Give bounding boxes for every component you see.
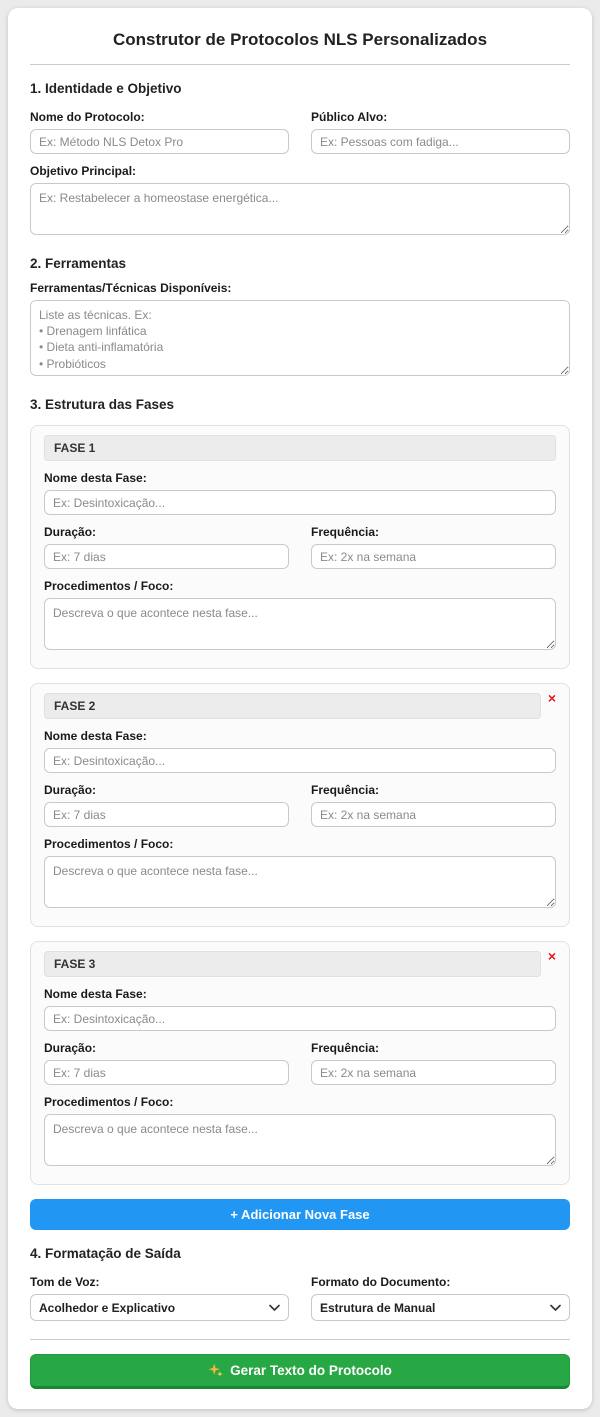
tools-label: Ferramentas/Técnicas Disponíveis:	[30, 281, 232, 295]
phase-3-procedures-textarea[interactable]	[44, 1114, 556, 1166]
phase-frequency-label: Frequência:	[311, 783, 380, 797]
phase-2-title: FASE 2	[44, 693, 541, 719]
phase-1-procedures-textarea[interactable]	[44, 598, 556, 650]
objective-textarea[interactable]	[30, 183, 570, 235]
phase-2-remove-button[interactable]: ×	[541, 691, 556, 705]
phase-1-frequency-input[interactable]	[311, 544, 556, 569]
phase-duration-label: Duração:	[44, 783, 97, 797]
phase-3-title: FASE 3	[44, 951, 541, 977]
phase-3-duration-input[interactable]	[44, 1060, 289, 1085]
protocol-name-input[interactable]	[30, 129, 289, 154]
protocol-builder-card	[8, 8, 592, 1409]
format-select[interactable]	[311, 1294, 570, 1321]
phase-2-duration-input[interactable]	[44, 802, 289, 827]
phase-card-3	[30, 941, 570, 1185]
phase-name-label: Nome desta Fase:	[44, 729, 147, 743]
protocol-name-label: Nome do Protocolo:	[30, 110, 145, 124]
generate-protocol-label: Gerar Texto do Protocolo	[230, 1363, 392, 1378]
phase-3-name-input[interactable]	[44, 1006, 556, 1031]
phase-name-label: Nome desta Fase:	[44, 987, 147, 1001]
tools-textarea[interactable]	[30, 300, 570, 376]
divider	[30, 1339, 570, 1340]
section-heading-tools: 2. Ferramentas	[30, 256, 127, 271]
format-label: Formato do Documento:	[311, 1275, 451, 1289]
phase-2-procedures-textarea[interactable]	[44, 856, 556, 908]
phase-1-name-input[interactable]	[44, 490, 556, 515]
phase-procedures-label: Procedimentos / Foco:	[44, 837, 174, 851]
phase-card-1	[30, 425, 570, 669]
phase-procedures-label: Procedimentos / Foco:	[44, 1095, 174, 1109]
tone-select[interactable]	[30, 1294, 289, 1321]
audience-input[interactable]	[311, 129, 570, 154]
phase-3-remove-button[interactable]: ×	[541, 949, 556, 963]
section-heading-phases: 3. Estrutura das Fases	[30, 397, 175, 412]
section-heading-identity: 1. Identidade e Objetivo	[30, 81, 182, 96]
audience-label: Público Alvo:	[311, 110, 388, 124]
phase-name-label: Nome desta Fase:	[44, 471, 147, 485]
generate-protocol-button[interactable]	[30, 1354, 570, 1389]
divider	[30, 64, 570, 65]
phase-frequency-label: Frequência:	[311, 1041, 380, 1055]
phase-duration-label: Duração:	[44, 525, 97, 539]
page-title: Construtor de Protocolos NLS Personalizados	[112, 30, 488, 49]
phase-3-frequency-input[interactable]	[311, 1060, 556, 1085]
phase-frequency-label: Frequência:	[311, 525, 380, 539]
phase-1-duration-input[interactable]	[44, 544, 289, 569]
section-heading-output: 4. Formatação de Saída	[30, 1246, 181, 1261]
sparkles-icon	[208, 1363, 223, 1378]
phase-duration-label: Duração:	[44, 1041, 97, 1055]
objective-label: Objetivo Principal:	[30, 164, 137, 178]
phase-card-2	[30, 683, 570, 927]
add-phase-button[interactable]: + Adicionar Nova Fase	[30, 1199, 570, 1230]
phase-2-frequency-input[interactable]	[311, 802, 556, 827]
phase-1-title: FASE 1	[44, 435, 556, 461]
phase-procedures-label: Procedimentos / Foco:	[44, 579, 174, 593]
tone-label: Tom de Voz:	[30, 1275, 100, 1289]
phase-2-name-input[interactable]	[44, 748, 556, 773]
